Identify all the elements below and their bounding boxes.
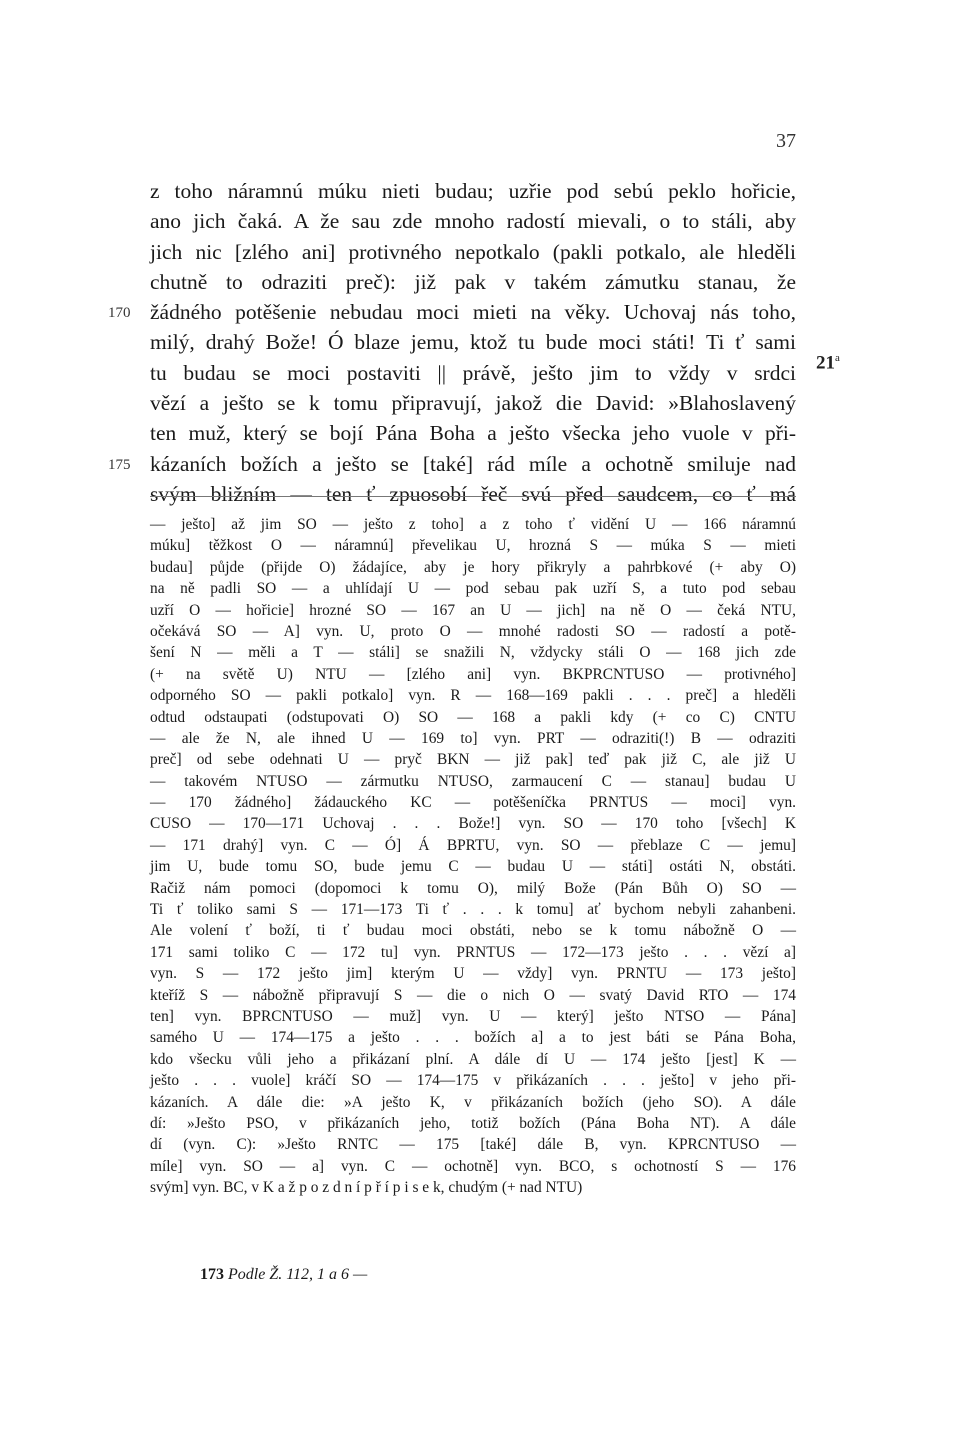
apparatus-line: samého U — 174—175 a ješto . . . božích a] a to jest báti se Pána Boha,: [150, 1029, 796, 1047]
apparatus-line: preč] od sebe odehnati U — pryč BKN — již pak] teď pak již C, ale již U: [150, 751, 796, 769]
footnote-text: Podle Ž. 112, 1 a 6 —: [228, 1266, 368, 1283]
text-line-content: žádného potěšenie nebudau moci mieti na věky. Uchovaj nás toho,: [150, 300, 796, 325]
apparatus-line: Račiž nám pomoci (dopomoci k tomu O), milý Bože (Pán Bůh O) SO —: [150, 879, 796, 897]
text-line-content: ano jich čaká. A že sau zde mnoho radostí mievali, o to stáli, aby: [150, 209, 796, 234]
apparatus-line: ten] vyn. BPRCNTUSO — muž] vyn. U — který] ješto NTSO — Pána]: [150, 1007, 796, 1025]
apparatus-line: odtud odstaupati (odstupovati O) SO — 168 a pakli kdy (+ co C) CNTU: [150, 708, 796, 726]
apparatus-line: uzří O — hořicie] hrozné SO — 167 an U — jich] na ně O — čeká NTU,: [150, 601, 796, 619]
apparatus-line: očekává SO — A] vyn. U, proto O — mnohé radosti SO — radostí a potě-: [150, 622, 796, 640]
text-line-content: jich nic [zlého ani] protivného nepotkalo (pakli potkalo, ale hleděli: [150, 239, 796, 264]
apparatus-line: vyn. S — 172 ješto jim] kterým U — vždy] vyn. PRNTU — 173 ješto]: [150, 965, 796, 983]
apparatus-line: — takovém NTUSO — zármutku NTUSO, zarmaucení C — stanau] budau U: [150, 772, 796, 790]
text-line-content: ten muž, který se bojí Pána Boha a ješto všecka jeho vuole v při-: [150, 421, 796, 446]
apparatus-line: (+ na světě U) NTU — [zlého ani] vyn. BKPRCNTUSO — protivného]: [150, 665, 796, 683]
apparatus-divider: [150, 496, 796, 497]
apparatus-line: — 171 drahý] vyn. C — Ó] Á BPRTU, vyn. SO — přeblaze C — jemu]: [150, 836, 796, 854]
apparatus-line: múku] těžkost O — náramnú] převelikau U, hrozná S — múka S — mieti: [150, 537, 796, 555]
text-line: [150, 267, 796, 297]
page-number: 37: [776, 130, 796, 152]
text-line: [150, 479, 796, 509]
apparatus-line: dí (vyn. C): »Ješto RNTC — 175 [také] dále B, vyn. KPRCNTUSO —: [150, 1136, 796, 1154]
footnote: [200, 1266, 367, 1284]
apparatus-line: míle] vyn. SO — a] vyn. C — ochotně] vyn. BCO, s ochotností S — 176: [150, 1157, 796, 1175]
apparatus-line: CUSO — 170—171 Uchovaj . . . Bože!] vyn. SO — 170 toho [všech] K: [150, 815, 796, 833]
text-line-content: z toho náramnú múku nieti budau; uzřie pod sebú peklo hořicie,: [150, 179, 796, 203]
text-line: [150, 237, 796, 267]
text-line: [150, 388, 796, 418]
text-line-content: vězí a ješto se k tomu připravují, jakož die David: »Blahoslavený: [150, 391, 796, 416]
text-line-content: svým bližním — ten ť zpuosobí řeč svú před saudcem, co ť má: [150, 481, 796, 506]
apparatus-line: budau] půjde (přijde O) žádajíce, aby je hory přikryly a pahrbkové (+ aby O): [150, 558, 796, 576]
apparatus-line: ješto . . . vuole] kráčí SO — 174—175 v přikázaních . . . ješto] v jeho při-: [150, 1072, 796, 1090]
critical-apparatus: [150, 514, 796, 1199]
text-line: [108, 297, 796, 327]
apparatus-line: odporného SO — pakli potkalo] vyn. R — 168—169 pakli . . . preč] a hleděli: [150, 687, 796, 705]
apparatus-line: kdo všecku vůli jeho a přikázaní plní. A dále dí U — 174 ješto [jest] K —: [150, 1050, 796, 1068]
apparatus-line: 171 sami toliko C — 172 tu] vyn. PRNTUS — 172—173 ješto . . . vězí a]: [150, 943, 796, 961]
text-line: [150, 418, 796, 448]
text-line-content: tu budau se moci postaviti || právě, ješto jim to vždy v srdci: [150, 360, 796, 385]
text-line: [150, 358, 796, 388]
text-line: [108, 449, 796, 479]
text-line: [150, 327, 796, 357]
footnote-number: 173: [200, 1266, 224, 1283]
apparatus-line: — ale že N, ale ihned U — 169 to] vyn. PRT — odraziti(!) B — odraziti: [150, 729, 796, 747]
apparatus-line: šení N — měli a T — stáli] se snažili N, vždycky stáli O — 168 jich zde: [150, 644, 796, 662]
margin-folio-mark: [816, 352, 840, 374]
text-line: [150, 206, 796, 236]
text-line: [150, 176, 796, 206]
margin-folio-side: a: [835, 352, 840, 364]
apparatus-line: jim U, bude tomu SO, bude jemu C — budau U — státi] ostáti N, obstáti.: [150, 858, 796, 876]
line-number: 170: [108, 305, 131, 322]
margin-folio-number: 21: [816, 352, 835, 374]
apparatus-line: — 170 žádného] žádauckého KC — potěšeníčka PRNTUS — moci] vyn.: [150, 794, 796, 812]
apparatus-line: Ale volení ť boží, ti ť budau moci obstáti, nebo se k tomu nábožně O —: [150, 922, 796, 940]
main-text: [108, 176, 796, 509]
apparatus-line: na ně padli SO — a uhlídají U — pod sebau pak uzří S, a tuto pod sebau: [150, 580, 796, 598]
apparatus-line: kázaních. A dále die: »A ješto K, v přikázaních božích (jeho SO). A dále: [150, 1093, 796, 1111]
apparatus-line: Ti ť toliko sami S — 171—173 Ti ť . . . k tomu] ať bychom nebyli zahanbeni.: [150, 901, 796, 919]
apparatus-line: dí: »Ješto PSO, v přikázaních jeho, totiž božích (Pána Boha NT). A dále: [150, 1114, 796, 1132]
text-line-content: milý, drahý Bože! Ó blaze jemu, ktož tu bude moci státi! Ti ť sami: [150, 330, 796, 355]
apparatus-line: kteříž S — nábožně připravují S — die o nich O — svatý David RTO — 174: [150, 986, 796, 1004]
apparatus-line: svým] vyn. BC, v K a ž p o z d n í p ř í p i s e k, chudým (+ nad NTU): [150, 1179, 583, 1197]
text-line-content: kázaních božích a ješto se [také] rád míle a ochotně smiluje nad: [150, 451, 796, 476]
text-line-content: chutně to odraziti preč): již pak v takém zámutku stanau, že: [150, 269, 796, 294]
line-number: 175: [108, 456, 131, 473]
apparatus-line: — ješto] až jim SO — ješto z toho] a z toho ť vidění U — 166 náramnú: [150, 516, 796, 533]
